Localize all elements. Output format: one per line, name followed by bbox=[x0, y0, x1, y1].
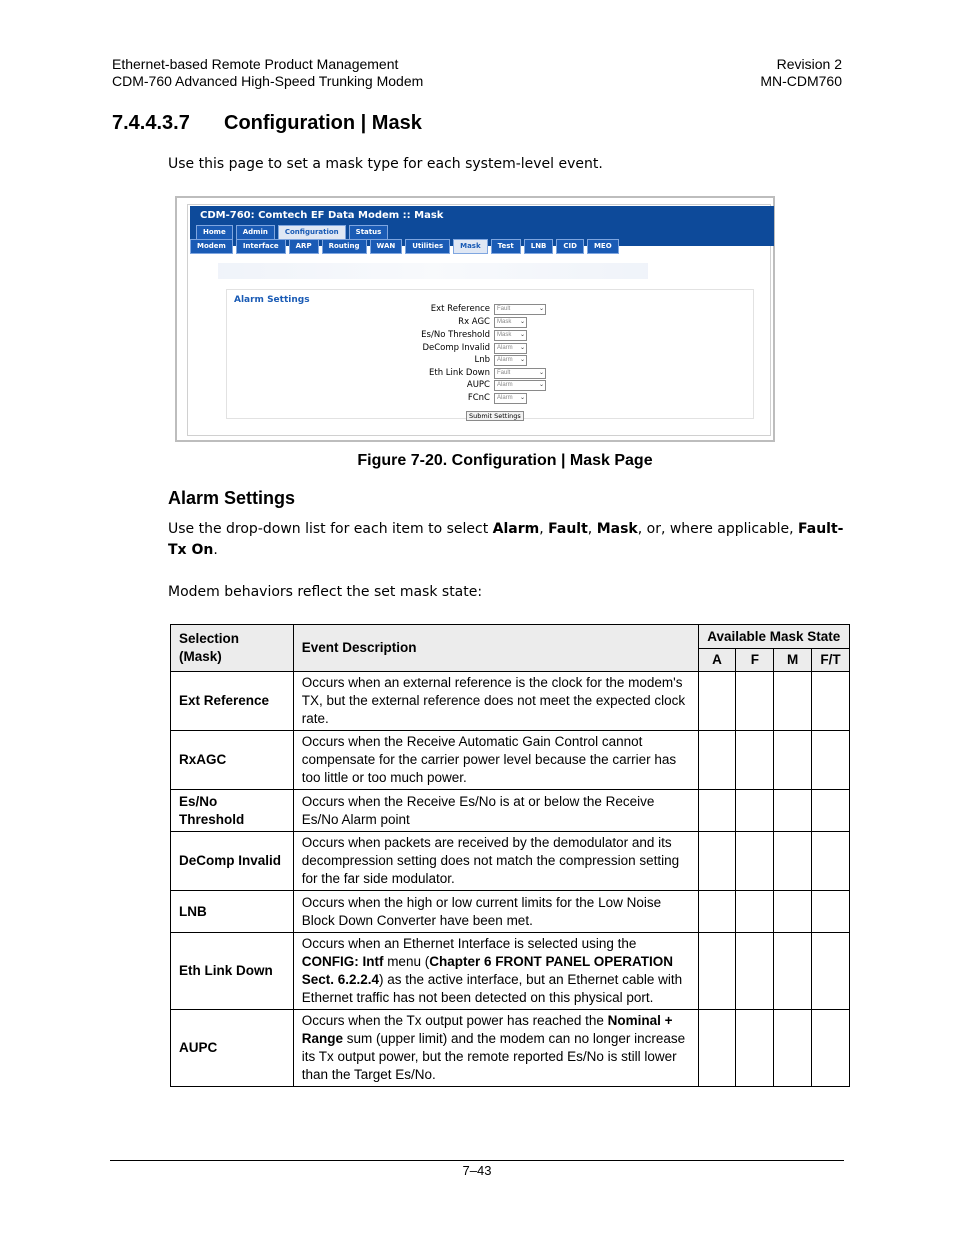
tab-test[interactable]: Test bbox=[491, 239, 521, 254]
state-cell bbox=[698, 891, 736, 933]
table-row bbox=[171, 891, 850, 933]
sub-nav-tabs bbox=[190, 239, 619, 254]
state-cell bbox=[774, 933, 812, 1010]
ext-reference-select[interactable]: Fault ⌄ bbox=[494, 304, 546, 315]
state-cell bbox=[736, 1010, 774, 1087]
lnb-select[interactable]: Alarm ⌄ bbox=[494, 355, 527, 366]
state-cell bbox=[774, 1010, 812, 1087]
tab-routing[interactable]: Routing bbox=[322, 239, 367, 254]
field-aupc bbox=[368, 379, 548, 391]
field-label: Es/No Threshold bbox=[421, 330, 490, 340]
field-label: Eth Link Down bbox=[429, 368, 490, 378]
field-rx-agc bbox=[368, 316, 548, 328]
selection-cell: AUPC bbox=[171, 1010, 294, 1087]
behaviors-paragraph: Modem behaviors reflect the set mask state: bbox=[168, 584, 483, 600]
tab-status[interactable]: Status bbox=[349, 225, 389, 240]
field-fcnc bbox=[368, 392, 548, 404]
tab-admin[interactable]: Admin bbox=[236, 225, 275, 240]
state-cell bbox=[774, 790, 812, 832]
col-state-m: M bbox=[774, 649, 812, 672]
tab-meo[interactable]: MEO bbox=[587, 239, 619, 254]
running-header-left bbox=[112, 56, 423, 90]
tab-modem[interactable]: Modem bbox=[190, 239, 233, 254]
tab-arp[interactable]: ARP bbox=[289, 239, 319, 254]
footer-rule bbox=[110, 1160, 844, 1161]
tab-wan[interactable]: WAN bbox=[370, 239, 403, 254]
tab-configuration[interactable]: Configuration bbox=[278, 225, 346, 240]
state-cell bbox=[812, 1010, 850, 1087]
col-selection-header: Selection (Mask) bbox=[171, 625, 294, 672]
tab-cid[interactable]: CID bbox=[556, 239, 584, 254]
alarm-settings-heading: Alarm Settings bbox=[168, 488, 296, 508]
chevron-down-icon: ⌄ bbox=[519, 318, 525, 325]
state-cell bbox=[812, 672, 850, 731]
table-row bbox=[171, 790, 850, 832]
instructions-paragraph: Use the drop-down list for each item to select Alarm, Fault, Mask, or, where applicable, Fault-Tx On. bbox=[168, 521, 844, 558]
field-label: AUPC bbox=[466, 380, 490, 390]
chevron-down-icon: ⌄ bbox=[519, 331, 525, 338]
state-cell bbox=[812, 832, 850, 891]
intro-paragraph: Use this page to set a mask type for each system-level event. bbox=[168, 156, 603, 172]
description-cell: Occurs when the Tx output power has reached the Nominal + Range sum (upper limit) and the modem can no longer increase its Tx output power, but the remote reported Es/No is still lower than the Target Es/No. bbox=[293, 1010, 698, 1087]
tab-interface[interactable]: Interface bbox=[236, 239, 286, 254]
figure-caption: Figure 7-20. Configuration | Mask Page bbox=[357, 452, 653, 469]
field-decomp-invalid bbox=[368, 342, 548, 354]
description-cell: Occurs when an Ethernet Interface is selected using the CONFIG: Intf menu (Chapter 6 FRONT PANEL OPERATION Sect. 6.2.2.4) as the active interface, but an Ethernet cable with Ethernet traffic has not been detected on this physical port. bbox=[293, 933, 698, 1010]
section-title: Configuration | Mask bbox=[224, 112, 422, 134]
field-label: Lnb bbox=[474, 355, 490, 365]
state-cell bbox=[774, 891, 812, 933]
description-cell: Occurs when packets are received by the demodulator and its decompression setting does not match the compression setting for the far side modulator. bbox=[293, 832, 698, 891]
state-cell bbox=[736, 891, 774, 933]
table-row bbox=[171, 672, 850, 731]
rx-agc-select[interactable]: Mask ⌄ bbox=[494, 317, 527, 328]
state-cell bbox=[698, 832, 736, 891]
col-state-f: F bbox=[736, 649, 774, 672]
chevron-down-icon: ⌄ bbox=[519, 394, 525, 401]
esno-threshold-select[interactable]: Mask ⌄ bbox=[494, 330, 527, 341]
state-cell bbox=[698, 1010, 736, 1087]
description-cell: Occurs when the high or low current limits for the Low Noise Block Down Converter have been met. bbox=[293, 891, 698, 933]
state-cell bbox=[812, 933, 850, 1010]
alarm-settings-title: Alarm Settings bbox=[234, 295, 310, 305]
col-state-ft: F/T bbox=[812, 649, 850, 672]
running-header-right bbox=[760, 56, 842, 90]
header-product-line: Ethernet-based Remote Product Management bbox=[112, 56, 399, 72]
field-ext-reference bbox=[368, 303, 548, 315]
blurred-banner bbox=[218, 263, 648, 279]
page-number: 7–43 bbox=[462, 1163, 492, 1178]
col-state-a: A bbox=[698, 649, 736, 672]
field-lnb bbox=[368, 354, 548, 366]
selection-cell: Es/No Threshold bbox=[171, 790, 294, 832]
state-cell bbox=[736, 672, 774, 731]
header-model-line: CDM-760 Advanced High-Speed Trunking Modem bbox=[112, 73, 424, 89]
submit-settings-button[interactable]: Submit Settings bbox=[466, 411, 524, 421]
header-doc-number: MN-CDM760 bbox=[760, 73, 842, 89]
state-cell bbox=[698, 731, 736, 790]
header-revision: Revision 2 bbox=[776, 56, 842, 72]
tab-mask[interactable]: Mask bbox=[453, 239, 488, 254]
field-label: FCnC bbox=[467, 393, 490, 403]
state-cell bbox=[774, 672, 812, 731]
field-label: DeComp Invalid bbox=[422, 343, 490, 353]
tab-home[interactable]: Home bbox=[196, 225, 233, 240]
chevron-down-icon: ⌄ bbox=[519, 356, 525, 363]
table-row bbox=[171, 731, 850, 790]
selection-cell: LNB bbox=[171, 891, 294, 933]
state-cell bbox=[774, 832, 812, 891]
decomp-invalid-select[interactable]: Alarm ⌄ bbox=[494, 343, 527, 354]
aupc-select[interactable]: Alarm ⌄ bbox=[494, 380, 546, 391]
selection-cell: RxAGC bbox=[171, 731, 294, 790]
state-cell bbox=[698, 790, 736, 832]
state-cell bbox=[774, 731, 812, 790]
figure-frame bbox=[187, 204, 771, 436]
chevron-down-icon: ⌄ bbox=[538, 381, 544, 388]
section-heading bbox=[112, 112, 422, 135]
state-cell bbox=[812, 731, 850, 790]
col-event-header: Event Description bbox=[293, 625, 698, 672]
table-row bbox=[171, 1010, 850, 1087]
state-cell bbox=[698, 933, 736, 1010]
description-cell: Occurs when the Receive Es/No is at or below the Receive Es/No Alarm point bbox=[293, 790, 698, 832]
state-cell bbox=[736, 933, 774, 1010]
selection-cell: DeComp Invalid bbox=[171, 832, 294, 891]
mask-page-figure bbox=[175, 196, 775, 442]
field-esno-threshold bbox=[368, 329, 548, 341]
field-label: Ext Reference bbox=[430, 304, 490, 314]
selection-cell: Eth Link Down bbox=[171, 933, 294, 1010]
state-cell bbox=[736, 731, 774, 790]
state-cell bbox=[812, 891, 850, 933]
table-row bbox=[171, 933, 850, 1010]
chevron-down-icon: ⌄ bbox=[538, 305, 544, 312]
section-number: 7.4.4.3.7 bbox=[112, 112, 190, 134]
state-cell bbox=[698, 672, 736, 731]
top-nav-tabs bbox=[196, 225, 388, 240]
state-cell bbox=[736, 790, 774, 832]
chevron-down-icon: ⌄ bbox=[519, 344, 525, 351]
field-eth-link-down bbox=[368, 367, 548, 379]
state-cell bbox=[736, 832, 774, 891]
fcnc-select[interactable]: Alarm ⌄ bbox=[494, 393, 527, 404]
tab-lnb[interactable]: LNB bbox=[524, 239, 554, 254]
field-label: Rx AGC bbox=[458, 317, 490, 327]
table-row bbox=[171, 832, 850, 891]
app-title: CDM-760: Comtech EF Data Modem :: Mask bbox=[200, 210, 444, 221]
description-cell: Occurs when the Receive Automatic Gain Control cannot compensate for the carrier power level because the carrier has too little or too much power. bbox=[293, 731, 698, 790]
chevron-down-icon: ⌄ bbox=[538, 369, 544, 376]
state-cell bbox=[812, 790, 850, 832]
col-state-header: Available Mask State bbox=[698, 625, 849, 649]
mask-state-table bbox=[170, 624, 850, 1087]
selection-cell: Ext Reference bbox=[171, 672, 294, 731]
description-cell: Occurs when an external reference is the clock for the modem's TX, but the external reference does not meet the expected clock rate. bbox=[293, 672, 698, 731]
eth-link-down-select[interactable]: Fault ⌄ bbox=[494, 368, 546, 379]
tab-utilities[interactable]: Utilities bbox=[405, 239, 450, 254]
